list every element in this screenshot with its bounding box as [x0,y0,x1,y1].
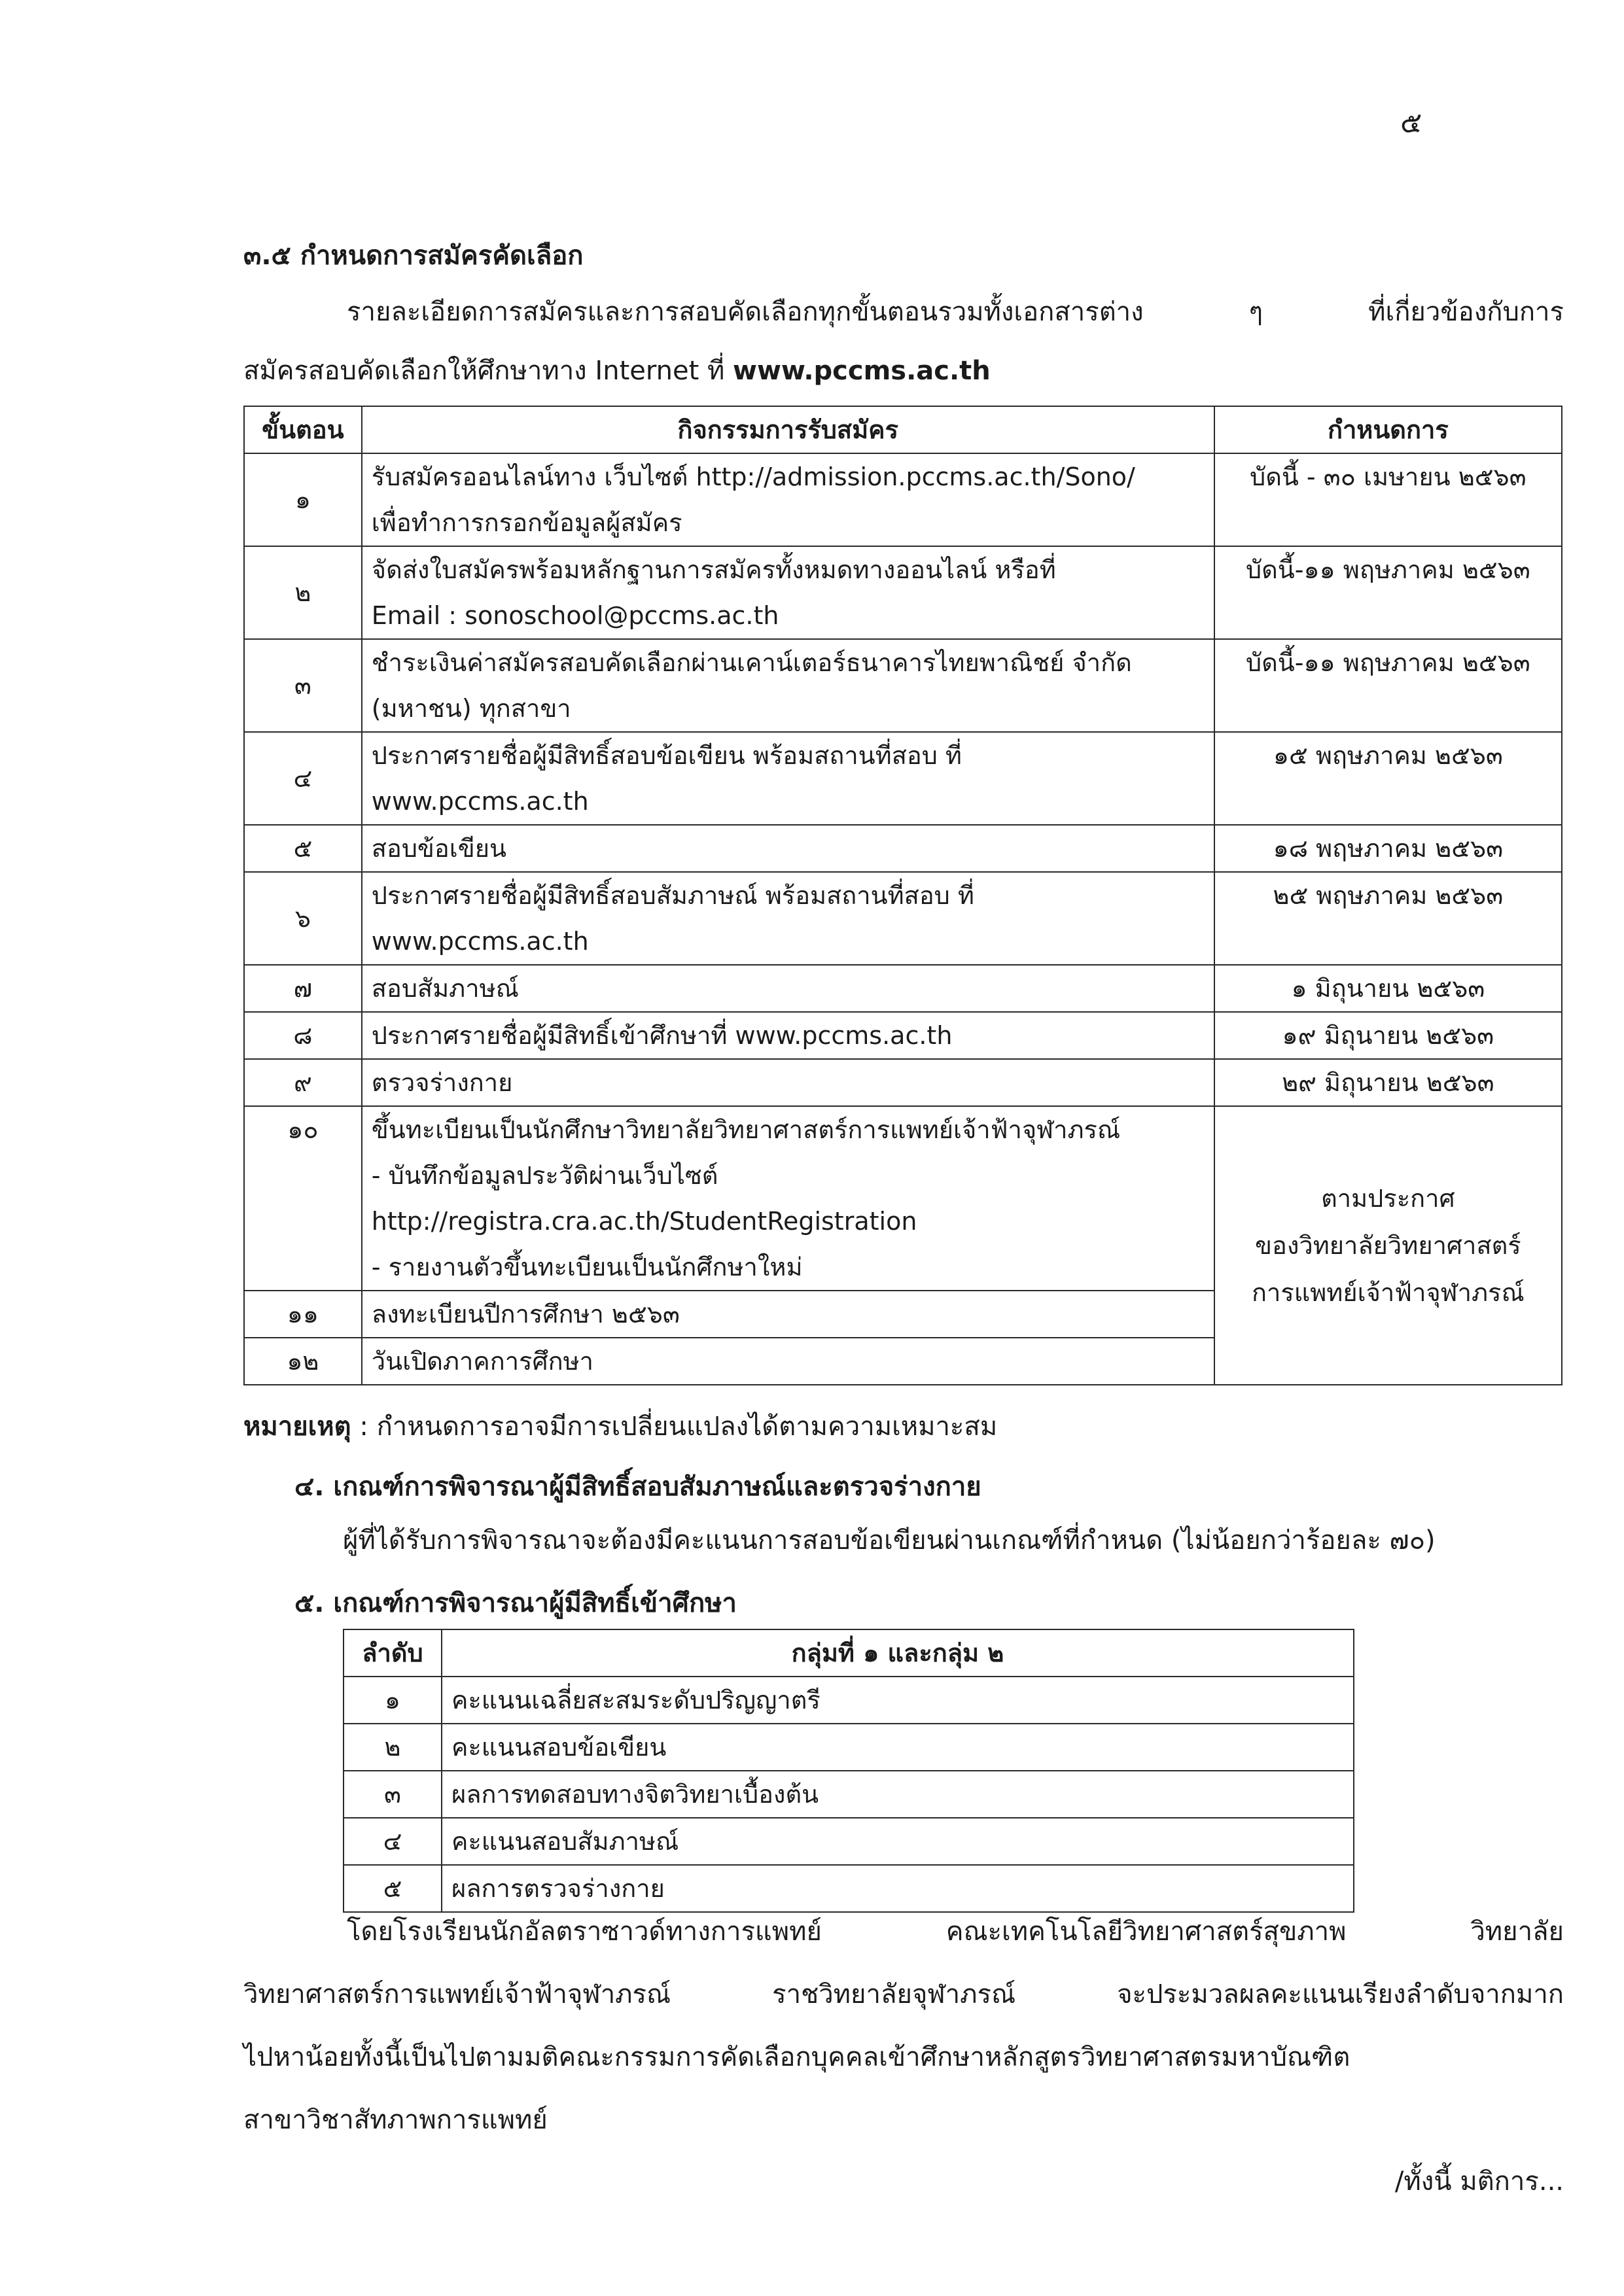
activity-line: ประกาศรายชื่อผู้มีสิทธิ์สอบข้อเขียน พร้อมสถานที่สอบ ที่ [371,741,962,770]
schedule-table [243,406,1562,1385]
activity-cell [362,872,1214,965]
activity-line: รับสมัครออนไลน์ทาง เว็บไซต์ http://admission.pccms.ac.th/Sono/ [371,462,1135,491]
step-cell: ๑ [244,453,362,546]
step-cell: ๑๑ [244,1291,362,1338]
note-label: หมายเหตุ [243,1412,351,1442]
closing-line3 [243,2033,1564,2081]
date-cell: บัดนี้-๑๑ พฤษภาคม ๒๕๖๓ [1214,546,1562,639]
activity-cell [362,732,1214,825]
activity-cell: สอบข้อเขียน [362,825,1214,872]
table-row [244,825,1562,872]
merged-date-line: การแพทย์เจ้าฟ้าจุฬาภรณ์ [1251,1278,1525,1307]
activity-line: ขึ้นทะเบียนเป็นนักศึกษาวิทยาลัยวิทยาศาสตร์การแพทย์เจ้าฟ้าจุฬาภรณ์ [371,1115,1121,1144]
criteria-header-row [344,1629,1354,1677]
section-4-body: ผู้ที่ได้รับการพิจารณาจะต้องมีคะแนนการสอบข้อเขียนผ่านเกณฑ์ที่กำหนด (ไม่น้อยกว่าร้อยละ ๗๐) [343,1525,1436,1556]
criteria-item: ผลการตรวจร่างกาย [442,1865,1354,1912]
table-row [344,1818,1354,1865]
intro-line1-text: รายละเอียดการสมัครและการสอบคัดเลือกทุกขั้นตอนรวมทั้งเอกสารต่าง ๆ ที่เกี่ยวข้องกับการ [347,297,1564,327]
closing-line1-text: โดยโรงเรียนนักอัลตราซาวด์ทางการแพทย์ คณะเทคโนโลยีวิทยาศาสตร์สุขภาพ วิทยาลัย [347,1917,1564,1947]
table-row [244,453,1562,546]
activity-line: ชำระเงินค่าสมัครสอบคัดเลือกผ่านเคาน์เตอร์ธนาคารไทยพาณิชย์ จำกัด [371,648,1132,677]
step-cell: ๓ [244,639,362,732]
closing-line2 [243,1970,1564,2019]
step-cell: ๔ [244,732,362,825]
schedule-header-activity: กิจกรรมการรับสมัคร [362,406,1214,453]
step-cell: ๕ [244,825,362,872]
criteria-table [343,1629,1354,1913]
activity-line: เพื่อทำการกรอกข้อมูลผู้สมัคร [371,508,682,537]
activity-cell: สอบสัมภาษณ์ [362,965,1214,1012]
activity-line: http://registra.cra.ac.th/StudentRegistration [371,1207,917,1236]
date-cell: ๑ มิถุนายน ๒๕๖๓ [1214,965,1562,1012]
closing-line1 [347,1907,1564,1956]
criteria-item: คะแนนสอบข้อเขียน [442,1724,1354,1771]
table-row [344,1677,1354,1724]
intro-line2-prefix: สมัครสอบคัดเลือกให้ศึกษาทาง Internet ที่ [243,356,733,386]
closing-line2-text: วิทยาศาสตร์การแพทย์เจ้าฟ้าจุฬาภรณ์ ราชวิทยาลัยจุฬาภรณ์ จะประมวลผลคะแนนเรียงลำดับจากมาก [243,1979,1564,2009]
table-row [244,1059,1562,1106]
note-text: : กำหนดการอาจมีการเปลี่ยนแปลงได้ตามความเหมาะสม [351,1412,998,1442]
section-3-5-intro-line2 [243,347,991,395]
activity-line: Email : sonoschool@pccms.ac.th [371,601,779,630]
date-cell: ๒๕ พฤษภาคม ๒๕๖๓ [1214,872,1562,965]
activity-cell: ลงทะเบียนปีการศึกษา ๒๕๖๓ [362,1291,1214,1338]
section-3-5-title: ๓.๕ กำหนดการสมัครคัดเลือก [243,241,584,271]
table-row [244,872,1562,965]
section-5-title: ๕. เกณฑ์การพิจารณาผู้มีสิทธิ์เข้าศึกษา [294,1588,737,1618]
criteria-no: ๓ [344,1771,442,1818]
activity-line: จัดส่งใบสมัครพร้อมหลักฐานการสมัครทั้งหมดทางออนไลน์ หรือที่ [371,555,1056,584]
intro-link[interactable]: www.pccms.ac.th [733,356,991,386]
activity-cell [362,546,1214,639]
date-cell: บัดนี้-๑๑ พฤษภาคม ๒๕๖๓ [1214,639,1562,732]
activity-cell: วันเปิดภาคการศึกษา [362,1338,1214,1385]
table-row [244,1106,1562,1291]
merged-date-cell [1214,1106,1562,1385]
criteria-no: ๕ [344,1865,442,1912]
step-cell: ๘ [244,1012,362,1059]
table-row [244,639,1562,732]
merged-date-line: ของวิทยาลัยวิทยาศาสตร์ [1255,1231,1521,1260]
criteria-header-item: กลุ่มที่ ๑ และกลุ่ม ๒ [442,1629,1354,1677]
schedule-note [243,1402,997,1451]
activity-cell [362,639,1214,732]
section-3-5-intro-line1 [347,288,1564,336]
criteria-no: ๒ [344,1724,442,1771]
step-cell: ๑๒ [244,1338,362,1385]
table-row [344,1771,1354,1818]
table-row [244,1012,1562,1059]
step-cell: ๖ [244,872,362,965]
closing-line3-text: ไปหาน้อยทั้งนี้เป็นไปตามมติคณะกรรมการคัดเลือกบุคคลเข้าศึกษาหลักสูตรวิทยาศาสตรมหาบัณฑิต [243,2042,1350,2072]
table-row [244,546,1562,639]
criteria-item: คะแนนเฉลี่ยสะสมระดับปริญญาตรี [442,1677,1354,1724]
date-cell: บัดนี้ - ๓๐ เมษายน ๒๕๖๓ [1214,453,1562,546]
step-cell: ๙ [244,1059,362,1106]
activity-line: - รายงานตัวขึ้นทะเบียนเป็นนักศึกษาใหม่ [371,1253,803,1281]
date-cell: ๑๘ พฤษภาคม ๒๕๖๓ [1214,825,1562,872]
activity-line: www.pccms.ac.th [371,787,589,816]
step-cell: ๒ [244,546,362,639]
step-cell: ๑๐ [244,1106,362,1291]
date-cell: ๑๙ มิถุนายน ๒๕๖๓ [1214,1012,1562,1059]
table-row [344,1724,1354,1771]
criteria-no: ๔ [344,1818,442,1865]
schedule-header-row [244,406,1562,453]
activity-line: www.pccms.ac.th [371,927,589,956]
activity-cell [362,453,1214,546]
date-cell: ๑๕ พฤษภาคม ๒๕๖๓ [1214,732,1562,825]
date-cell: ๒๙ มิถุนายน ๒๕๖๓ [1214,1059,1562,1106]
step-cell: ๗ [244,965,362,1012]
activity-line: - บันทึกข้อมูลประวัติผ่านเว็บไซต์ [371,1161,718,1190]
table-row [344,1865,1354,1912]
schedule-header-step: ขั้นตอน [244,406,362,453]
activity-cell: ประกาศรายชื่อผู้มีสิทธิ์เข้าศึกษาที่ www.pccms.ac.th [362,1012,1214,1059]
table-row [244,965,1562,1012]
activity-line: ประกาศรายชื่อผู้มีสิทธิ์สอบสัมภาษณ์ พร้อมสถานที่สอบ ที่ [371,881,974,910]
criteria-item: คะแนนสอบสัมภาษณ์ [442,1818,1354,1865]
activity-cell: ตรวจร่างกาย [362,1059,1214,1106]
page-number: ๕ [1400,106,1422,139]
activity-line: (มหาชน) ทุกสาขา [371,694,571,723]
criteria-item: ผลการทดสอบทางจิตวิทยาเบื้องต้น [442,1771,1354,1818]
activity-cell [362,1106,1214,1291]
criteria-header-no: ลำดับ [344,1629,442,1677]
closing-line4: สาขาวิชาสัทภาพการแพทย์ [243,2105,548,2135]
criteria-no: ๑ [344,1677,442,1724]
merged-date-line: ตามประกาศ [1321,1184,1455,1213]
continuation-text: /ทั้งนี้ มติการ... [1394,2166,1564,2197]
schedule-header-date: กำหนดการ [1214,406,1562,453]
table-row [244,732,1562,825]
section-4-title: ๔. เกณฑ์การพิจารณาผู้มีสิทธิ์สอบสัมภาษณ์และตรวจร่างกาย [294,1472,981,1502]
